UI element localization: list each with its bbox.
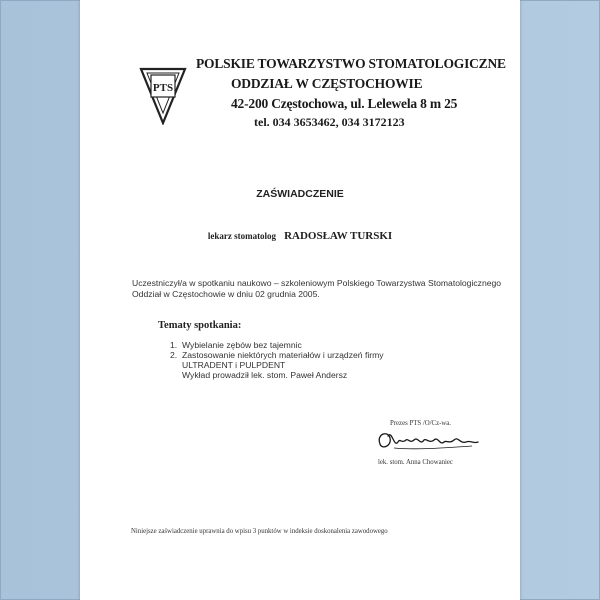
organization-name: POLSKIE TOWARZYSTWO STOMATOLOGICZNE <box>196 56 506 71</box>
topic-text: Zastosowanie niektórych materiałów i urządzeń firmy <box>182 350 384 360</box>
recipient-line <box>0 226 600 244</box>
topics-heading: Tematy spotkania: <box>158 320 242 331</box>
topic-number: 1. <box>170 340 178 350</box>
recipient-name: RADOSŁAW TURSKI <box>284 230 393 242</box>
recipient-role: lekarz stomatolog <box>207 231 277 241</box>
topic-number: 2. <box>170 350 178 360</box>
pts-logo-icon <box>139 61 187 125</box>
topics-list <box>170 340 470 380</box>
organization-address: 42-200 Częstochowa, ul. Lelewela 8 m 25 <box>231 96 458 111</box>
chair-title: Prezes PTS /O/Cz-wa. <box>390 420 451 427</box>
organization-branch: ODDZIAŁ W CZĘSTOCHOWIE <box>231 76 423 91</box>
list-item <box>170 350 470 360</box>
lecture-note: Wykład prowadził lek. stom. Paweł Andersz <box>182 370 348 380</box>
list-item <box>170 340 470 350</box>
logo-text: PTS <box>152 82 174 94</box>
topic-text: Wybielanie zębów bez tajemnic <box>182 340 302 350</box>
topic-extra: ULTRADENT i PULPDENT <box>182 360 286 370</box>
document-title: ZAŚWIADCZENIE <box>256 188 344 200</box>
footer-note: Niniejsze zaświadczenie uprawnia do wpisu 3 punktów w indeksie doskonalenia zawodowego <box>131 528 388 535</box>
signer-name: lek. stom. Anna Chowaniec <box>378 459 453 466</box>
participation-statement: Uczestniczył/a w spotkaniu naukowo – szkoleniowym Polskiego Towarzystwa Stomatologicznego Oddział w Częstochowie w dniu 02 grudnia 2005. <box>132 278 502 299</box>
organization-phone: tel. 034 3653462, 034 3172123 <box>254 115 405 129</box>
handwritten-signature <box>374 426 484 456</box>
